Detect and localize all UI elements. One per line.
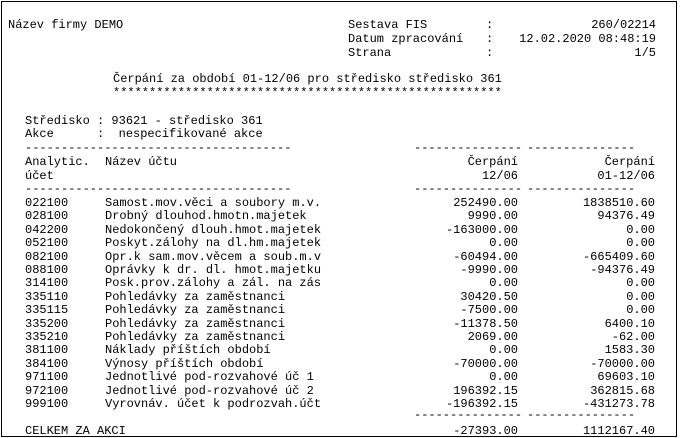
meta-label-report: Sestava FIS	[348, 18, 428, 32]
month-amount-cell: 252490.00	[453, 196, 518, 210]
year-amount-cell: -665409.60	[582, 250, 655, 264]
rule-header-mid: ---------------	[414, 182, 523, 196]
account-cell: 384100	[25, 357, 69, 371]
account-name-cell: Posk.prov.zálohy a zál. na zás	[105, 276, 322, 290]
meta-value-page: 1/5	[634, 46, 656, 60]
report-title: Čerpání za období 01-12/06 pro středisko středisko 361	[113, 72, 502, 86]
year-amount-cell: 0.00	[626, 303, 655, 317]
account-cell: 082100	[25, 250, 69, 264]
meta-label-date: Datum zpracování	[348, 32, 464, 46]
rule-total-mid: ---------------	[414, 408, 523, 422]
month-amount-cell: 0.00	[489, 276, 518, 290]
year-amount-cell: 94376.49	[597, 209, 655, 223]
action-label: Akce : nespecifikované akce	[25, 127, 263, 141]
account-name-cell: Oprávky k dr. dl. hmot.majetku	[105, 263, 322, 277]
account-cell: 042200	[25, 223, 69, 237]
account-cell: 335210	[25, 330, 69, 344]
meta-value-date: 12.02.2020 08:48:19	[519, 32, 656, 46]
meta-sep-report: :	[486, 18, 494, 32]
month-amount-cell: 9990.00	[467, 209, 518, 223]
rule-header-right: ---------------	[527, 182, 636, 196]
account-name-cell: Drobný dlouhod.hmotn.majetek	[105, 209, 307, 223]
total-month: -27393.00	[453, 424, 518, 438]
month-amount-cell: 0.00	[489, 370, 518, 384]
meta-label-page: Strana	[348, 46, 392, 60]
account-cell: 971100	[25, 370, 69, 384]
center-label: Středisko : 93621 - středisko 361	[25, 114, 263, 128]
meta-value-report: 260/02214	[591, 18, 656, 32]
col-header-account-1: Analytic.	[25, 155, 90, 169]
year-amount-cell: -62.00	[611, 330, 655, 344]
account-name-cell: Náklady příštích období	[105, 343, 271, 357]
account-name-cell: Pohledávky za zaměstnanci	[105, 303, 286, 317]
year-amount-cell: 362815.68	[590, 384, 655, 398]
account-name-cell: Opr.k sam.mov.věcem a soub.m.v	[105, 250, 322, 264]
month-amount-cell: 30420.50	[460, 290, 518, 304]
account-name-cell: Nedokončený dlouh.hmot.majetek	[105, 223, 322, 237]
report-title-underline: ******************************************************	[113, 86, 502, 100]
month-amount-cell: 0.00	[489, 236, 518, 250]
account-cell: 028100	[25, 209, 69, 223]
account-name-cell: Jednotlivé pod-rozvahové úč 2	[105, 384, 314, 398]
month-amount-cell: -7500.00	[460, 303, 518, 317]
year-amount-cell: 6400.10	[604, 317, 655, 331]
account-name-cell: Výnosy příštích období	[105, 357, 264, 371]
col-header-name: Název účtu	[105, 155, 178, 169]
account-cell: 335115	[25, 303, 69, 317]
year-amount-cell: 1838510.60	[582, 196, 655, 210]
account-cell: 972100	[25, 384, 69, 398]
account-name-cell: Pohledávky za zaměstnanci	[105, 330, 286, 344]
account-cell: 335110	[25, 290, 69, 304]
year-amount-cell: 69603.10	[597, 370, 655, 384]
year-amount-cell: -70000.00	[590, 357, 655, 371]
rule-top-mid: ---------------	[414, 141, 523, 155]
year-amount-cell: -431273.78	[582, 397, 655, 411]
rule-header-left: -------------------------------------	[25, 182, 292, 196]
account-cell: 022100	[25, 196, 69, 210]
col-header-year-2: 01-12/06	[597, 169, 655, 183]
month-amount-cell: -60494.00	[453, 250, 518, 264]
account-name-cell: Jednotlivé pod-rozvahové úč 1	[105, 370, 314, 384]
month-amount-cell: 0.00	[489, 343, 518, 357]
account-name-cell: Pohledávky za zaměstnanci	[105, 317, 286, 331]
firm-name: Název firmy DEMO	[8, 18, 124, 32]
month-amount-cell: 196392.15	[453, 384, 518, 398]
col-header-month-1: Čerpání	[467, 155, 518, 169]
year-amount-cell: 0.00	[626, 290, 655, 304]
year-amount-cell: 0.00	[626, 276, 655, 290]
meta-sep-date: :	[486, 32, 494, 46]
rule-top-right: ---------------	[527, 141, 636, 155]
account-cell: 335200	[25, 317, 69, 331]
account-cell: 052100	[25, 236, 69, 250]
total-label: CELKEM ZA AKCI	[25, 424, 126, 438]
year-amount-cell: 1583.30	[604, 343, 655, 357]
col-header-year-1: Čerpání	[604, 155, 655, 169]
rule-total-right: ---------------	[527, 408, 636, 422]
total-year: 1112167.40	[582, 424, 655, 438]
account-name-cell: Vyrovnáv. účet k podrozvah.účt	[105, 397, 322, 411]
rule-top-left: -------------------------------------	[25, 141, 292, 155]
col-header-account-2: účet	[25, 169, 54, 183]
month-amount-cell: -11378.50	[453, 317, 518, 331]
month-amount-cell: -196392.15	[445, 397, 518, 411]
account-cell: 381100	[25, 343, 69, 357]
account-cell: 999100	[25, 397, 69, 411]
month-amount-cell: -70000.00	[453, 357, 518, 371]
year-amount-cell: -94376.49	[590, 263, 655, 277]
account-name-cell: Poskyt.zálohy na dl.hm.majetek	[105, 236, 322, 250]
year-amount-cell: 0.00	[626, 223, 655, 237]
meta-sep-page: :	[486, 46, 494, 60]
account-name-cell: Pohledávky za zaměstnanci	[105, 290, 286, 304]
month-amount-cell: 2069.00	[467, 330, 518, 344]
account-cell: 314100	[25, 276, 69, 290]
account-name-cell: Samost.mov.věci a soubory m.v.	[105, 196, 322, 210]
account-cell: 088100	[25, 263, 69, 277]
col-header-month-2: 12/06	[481, 169, 518, 183]
year-amount-cell: 0.00	[626, 236, 655, 250]
month-amount-cell: -9990.00	[460, 263, 518, 277]
month-amount-cell: -163000.00	[445, 223, 518, 237]
